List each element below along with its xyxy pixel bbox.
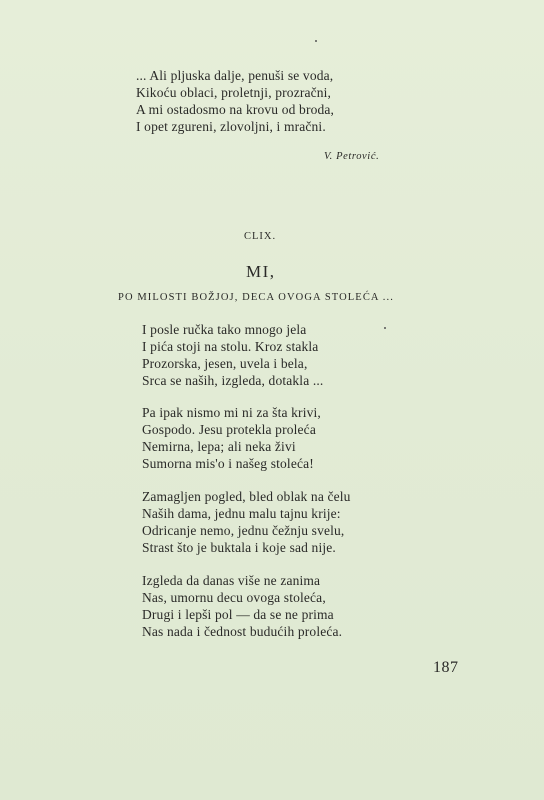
author-signature: V. Petrović. bbox=[324, 151, 380, 162]
poem-line: Zamagljen pogled, bled oblak na čelu bbox=[142, 489, 351, 504]
poem-line: Nas nada i čednost budućih proleća. bbox=[142, 624, 343, 639]
poem-subtitle: PO MILOSTI BOŽJOJ, DECA OVOGA STOLEĆA ... bbox=[118, 292, 394, 303]
poem-line: ... Ali pljuska dalje, penuši se voda, bbox=[136, 68, 334, 83]
poem-line: Nas, umornu decu ovoga stoleća, bbox=[142, 590, 326, 605]
poem-line: Sumorna mis'o i našeg stoleća! bbox=[142, 456, 314, 471]
poem-line: I posle ručka tako mnogo jela bbox=[142, 322, 307, 337]
poem-line: Pa ipak nismo mi ni za šta krivi, bbox=[142, 405, 321, 420]
poem-line: Izgleda da danas više ne zanima bbox=[142, 573, 321, 588]
poem-line: Drugi i lepši pol — da se ne prima bbox=[142, 607, 334, 622]
poem-line: I opet zgureni, zlovoljni, i mračni. bbox=[136, 119, 326, 134]
poem-line: Srca se naših, izgleda, dotakla ... bbox=[142, 373, 324, 388]
poem-line: Gospodo. Jesu protekla proleća bbox=[142, 422, 316, 437]
poem-title: MI, bbox=[246, 262, 276, 281]
poem-line: Strast što je buktala i koje sad nije. bbox=[142, 540, 336, 555]
poem-line: Kikoću oblaci, proletnji, prozračni, bbox=[136, 85, 332, 100]
print-speck bbox=[315, 40, 317, 42]
poem-line: Nemirna, lepa; ali neka živi bbox=[142, 439, 296, 454]
page-number: 187 bbox=[433, 659, 459, 676]
poem-line: Prozorska, jesen, uvela i bela, bbox=[142, 356, 308, 371]
poem-line: A mi ostadosmo na krovu od broda, bbox=[136, 102, 335, 117]
poem-number: CLIX. bbox=[244, 231, 277, 242]
poem-line: Naših dama, jednu malu tajnu krije: bbox=[142, 506, 341, 521]
print-speck bbox=[384, 327, 386, 329]
poem-line: Odricanje nemo, jednu čežnju svelu, bbox=[142, 523, 345, 538]
poem-line: I pića stoji na stolu. Kroz stakla bbox=[142, 339, 319, 354]
